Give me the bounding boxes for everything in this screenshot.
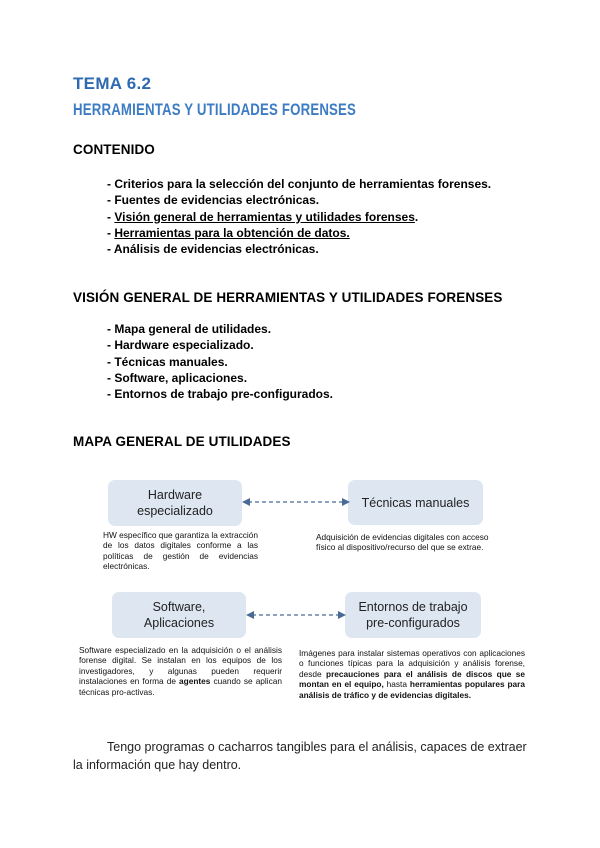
mapa-heading: MAPA GENERAL DE UTILIDADES bbox=[73, 434, 291, 449]
entornos-desc-text-mid: hasta bbox=[383, 679, 410, 690]
tecnicas-box bbox=[348, 480, 483, 525]
topic-number: TEMA 6.2 bbox=[73, 74, 152, 93]
entornos-desc-bold-1: precauciones para el análisis de discos que se montan en el equipo, bbox=[299, 668, 525, 690]
list-dash: - bbox=[107, 225, 115, 240]
entornos-box bbox=[345, 592, 481, 638]
hardware-box bbox=[108, 480, 242, 526]
entornos-desc-bold-2: herramientas populares para análisis de tráfico y de evidencias digitales. bbox=[299, 679, 525, 700]
hardware-description: HW específico que garantiza la extracción de los datos digitales conforme a las políticas de gestión de evidencias electrónicas. bbox=[103, 530, 258, 572]
software-description bbox=[79, 645, 282, 697]
entornos-description bbox=[299, 648, 525, 700]
vision-list bbox=[107, 321, 333, 402]
entornos-desc-text: Imágenes para instalar sistemas operativos con aplicaciones o funciones típicas para la adquisición y análisis forense, desde bbox=[299, 648, 525, 679]
bidirectional-arrow-bottom bbox=[244, 607, 348, 623]
software-desc-text: Software especializado en la adquisición o el análisis forense digital. Se instalan en los equipos de los investigadores, y algunas pueden requerir instalaciones en forma de bbox=[79, 645, 282, 687]
list-item bbox=[107, 209, 491, 225]
list-item bbox=[107, 225, 491, 241]
list-dash: - bbox=[107, 209, 115, 224]
list-item: - Mapa general de utilidades. bbox=[107, 322, 272, 336]
tecnicas-box-label: Técnicas manuales bbox=[361, 495, 470, 510]
list-item: - Técnicas manuales. bbox=[107, 354, 228, 369]
entornos-box-label: Entornos de trabajo pre-configurados bbox=[358, 600, 468, 630]
software-desc-bold: agentes bbox=[179, 676, 211, 687]
list-item: - Entornos de trabajo pre-configurados. bbox=[107, 387, 334, 402]
contenido-heading: CONTENIDO bbox=[73, 142, 155, 157]
contenido-list bbox=[107, 176, 491, 257]
list-item: - Hardware especializado. bbox=[107, 338, 254, 353]
hardware-box-label: Hardware especializado bbox=[137, 488, 213, 518]
vision-heading: VISIÓN GENERAL DE HERRAMIENTAS Y UTILIDADES FORENSES bbox=[73, 290, 503, 305]
paragraph-text: Tengo programas o cacharros tangibles para el análisis, capaces de extraer la información que hay dentro. bbox=[73, 740, 527, 772]
list-item: - Fuentes de evidencias electrónicas. bbox=[107, 193, 320, 208]
vision-link[interactable]: Visión general de herramientas y utilidades forenses bbox=[114, 209, 415, 224]
software-box bbox=[112, 592, 246, 638]
software-box-label: Software, Aplicaciones bbox=[143, 600, 215, 630]
obtencion-link[interactable]: Herramientas para la obtención de datos. bbox=[114, 225, 350, 240]
topic-title: HERRAMIENTAS Y UTILIDADES FORENSES bbox=[73, 100, 357, 119]
list-item: - Criterios para la selección del conjunto de herramientas forenses. bbox=[107, 177, 492, 191]
body-paragraph bbox=[73, 738, 533, 774]
bidirectional-arrow-top bbox=[240, 494, 352, 510]
list-item: - Análisis de evidencias electrónicas. bbox=[107, 242, 319, 257]
tecnicas-description: Adquisición de evidencias digitales con acceso físico al dispositivo/recurso del que se extrae. bbox=[316, 532, 489, 553]
list-item: - Software, aplicaciones. bbox=[107, 370, 248, 385]
software-desc-text-end: cuando se aplican técnicas pro-activas. bbox=[79, 676, 282, 697]
list-dot: . bbox=[414, 209, 419, 224]
